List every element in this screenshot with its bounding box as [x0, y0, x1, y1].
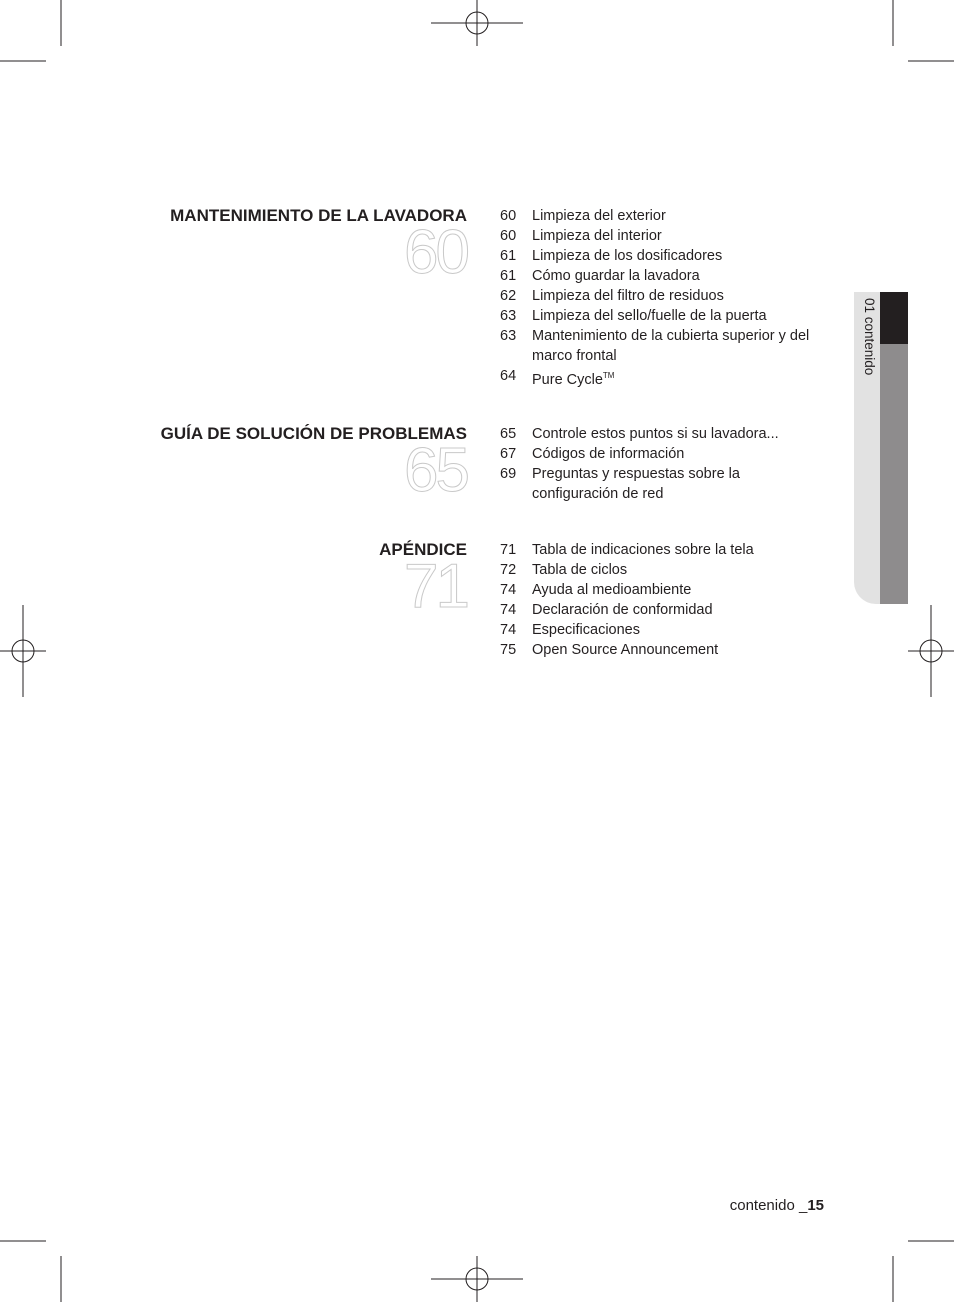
toc-page: 62: [500, 288, 517, 304]
toc-entry[interactable]: [500, 600, 830, 620]
toc-entry[interactable]: [500, 226, 830, 246]
toc-page: 61: [500, 268, 517, 284]
toc-text: Tabla de indicaciones sobre la tela: [532, 542, 754, 558]
side-tab-label[interactable]: 01 contenido: [862, 298, 877, 376]
trademark-sup: TM: [602, 371, 615, 380]
page-number: 15: [807, 1197, 824, 1214]
section-title: GUÍA DE SOLUCIÓN DE PROBLEMAS: [160, 424, 467, 443]
toc-page: 64: [500, 368, 517, 384]
section-title: MANTENIMIENTO DE LA LAVADORA: [170, 206, 467, 225]
toc-page: 63: [500, 308, 517, 324]
toc-text-wrap: [532, 366, 830, 390]
toc-text: Limpieza del exterior: [532, 208, 666, 224]
toc-entry[interactable]: [500, 580, 830, 600]
toc-text: Pure Cycle: [532, 372, 603, 388]
toc-text: Especificaciones: [532, 622, 640, 638]
toc-text: Limpieza de los dosificadores: [532, 248, 723, 264]
toc-list: [500, 206, 830, 390]
toc-entry[interactable]: [500, 326, 830, 366]
toc-text: Mantenimiento de la cubierta superior y del marco frontal: [532, 328, 810, 364]
toc-text: Preguntas y respuestas sobre la configuración de red: [532, 466, 740, 502]
toc-entry[interactable]: [500, 640, 830, 660]
toc-text: Ayuda al medioambiente: [532, 582, 692, 598]
toc-entry[interactable]: [500, 540, 830, 560]
toc-text: Declaración de conformidad: [532, 602, 713, 618]
toc-entry[interactable]: [500, 366, 830, 390]
section-number: 65: [404, 436, 467, 505]
toc-page: 63: [500, 328, 517, 344]
toc-page: 60: [500, 208, 517, 224]
toc-entry[interactable]: [500, 560, 830, 580]
toc-entry[interactable]: [500, 424, 830, 444]
toc-entry[interactable]: [500, 306, 830, 326]
toc-page: 61: [500, 248, 517, 264]
toc-page: 74: [500, 622, 517, 638]
toc-page: 71: [500, 542, 517, 558]
toc-list: [500, 424, 830, 504]
toc-entry[interactable]: [500, 620, 830, 640]
toc-text: Limpieza del interior: [532, 228, 662, 244]
toc-entry[interactable]: [500, 266, 830, 286]
toc-list: [500, 540, 830, 660]
toc-page: 65: [500, 426, 517, 442]
toc-text: Cómo guardar la lavadora: [532, 268, 700, 284]
page-footer: [730, 1197, 824, 1214]
toc-page: 72: [500, 562, 517, 578]
toc-page: 60: [500, 228, 517, 244]
toc-text: Códigos de información: [532, 446, 685, 462]
toc-text: Limpieza del filtro de residuos: [532, 288, 724, 304]
toc-page: 67: [500, 446, 517, 462]
footer-label: contenido _: [729, 1197, 808, 1214]
toc-entry[interactable]: [500, 206, 830, 226]
toc-page: 75: [500, 642, 517, 658]
side-tab-active-marker: [880, 292, 908, 344]
toc-entry[interactable]: [500, 464, 830, 504]
toc-text: Open Source Announcement: [532, 642, 719, 658]
toc-text: Limpieza del sello/fuelle de la puerta: [532, 308, 767, 324]
toc-entry[interactable]: [500, 246, 830, 266]
toc-page: 74: [500, 602, 517, 618]
toc-text: Tabla de ciclos: [532, 562, 628, 578]
toc-page: 69: [500, 466, 517, 482]
section-number: 71: [404, 552, 467, 621]
toc-page: 74: [500, 582, 517, 598]
section-title: APÉNDICE: [379, 540, 467, 559]
toc-entry[interactable]: [500, 286, 830, 306]
toc-entry[interactable]: [500, 444, 830, 464]
section-number: 60: [404, 218, 467, 287]
toc-text: Controle estos puntos si su lavadora...: [532, 426, 779, 442]
